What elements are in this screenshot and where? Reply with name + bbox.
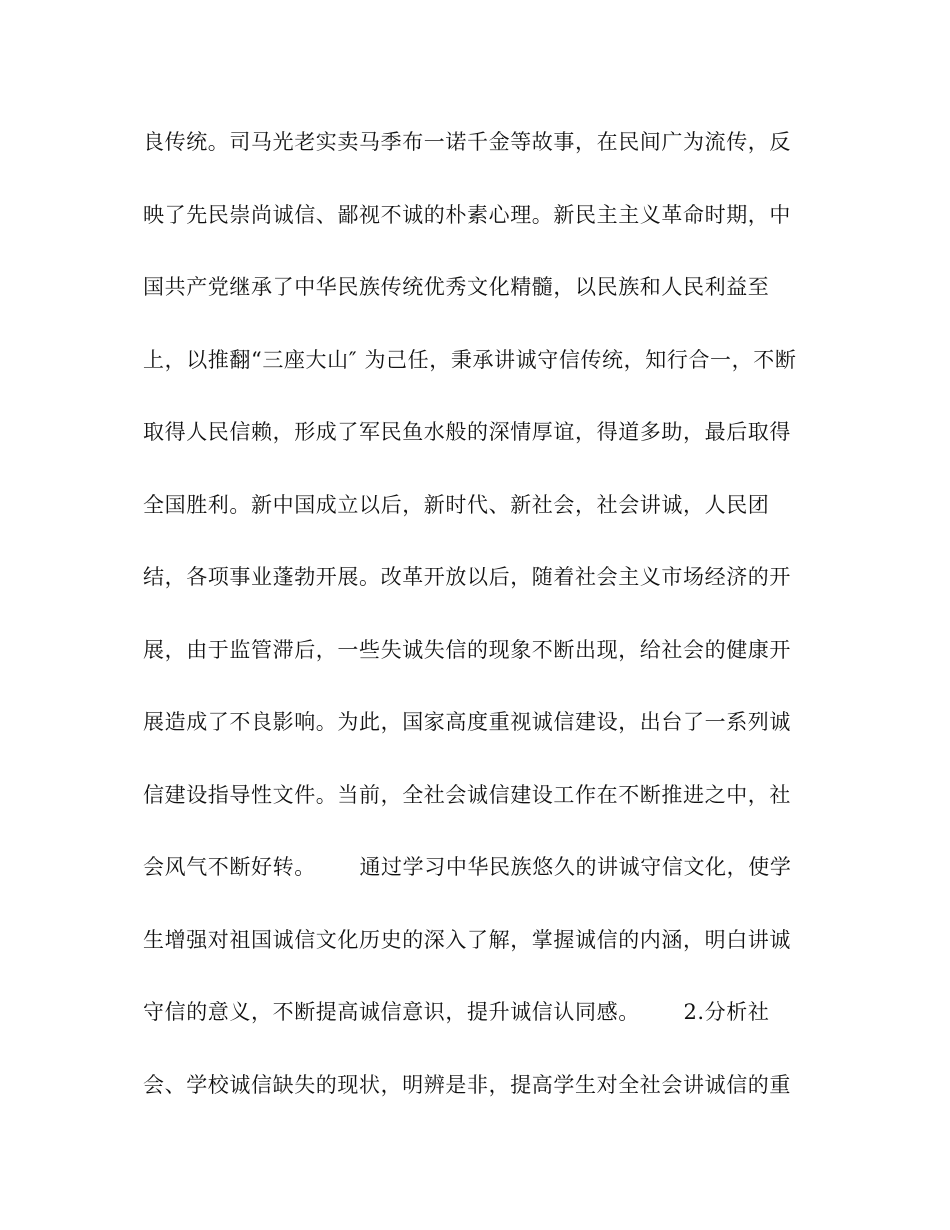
text-line: 取得人民信赖，形成了军民鱼水般的深情厚谊，得道多助，最后取得 bbox=[143, 420, 791, 444]
text-line: 会风气不断好转。 通过学习中华民族悠久的讲诚守信文化，使学 bbox=[143, 855, 792, 879]
text-line: 全国胜利。新中国成立以后，新时代、新社会，社会讲诚，人民团 bbox=[143, 492, 770, 517]
text-line: 上，以推翻“三座大山″ 为己任，秉承讲诚守信传统，知行合一，不断 bbox=[143, 347, 797, 372]
body-text bbox=[143, 122, 823, 1137]
text-line: 守信的意义，不断提高诚信意识，提升诚信认同感。 2.分析社 bbox=[143, 1000, 770, 1024]
text-line: 信建设指导性文件。当前，全社会诚信建设工作在不断推进之中，社 bbox=[143, 782, 791, 807]
text-line: 生增强对祖国诚信文化历史的深入了解，掌握诚信的内涵，明白讲诚 bbox=[143, 927, 791, 952]
text-line: 国共产党继承了中华民族传统优秀文化精髓，以民族和人民利益至 bbox=[143, 275, 770, 299]
text-line: 映了先民崇尚诚信、鄙视不诚的朴素心理。新民主主义革命时期，中 bbox=[143, 202, 791, 227]
text-line: 良传统。司马光老实卖马季布一诺千金等故事，在民间广为流传，反 bbox=[143, 130, 791, 154]
text-line: 展造成了不良影响。为此，国家高度重视诚信建设，出台了一系列诚 bbox=[143, 710, 791, 734]
text-line: 展，由于监管滞后，一些失诚失信的现象不断出现，给社会的健康开 bbox=[143, 637, 791, 662]
text-line: 结，各项事业蓬勃开展。改革开放以后，随着社会主义市场经济的开 bbox=[143, 565, 791, 589]
text-line: 会、学校诚信缺失的现状，明辨是非，提高学生对全社会讲诚信的重 bbox=[143, 1072, 791, 1097]
